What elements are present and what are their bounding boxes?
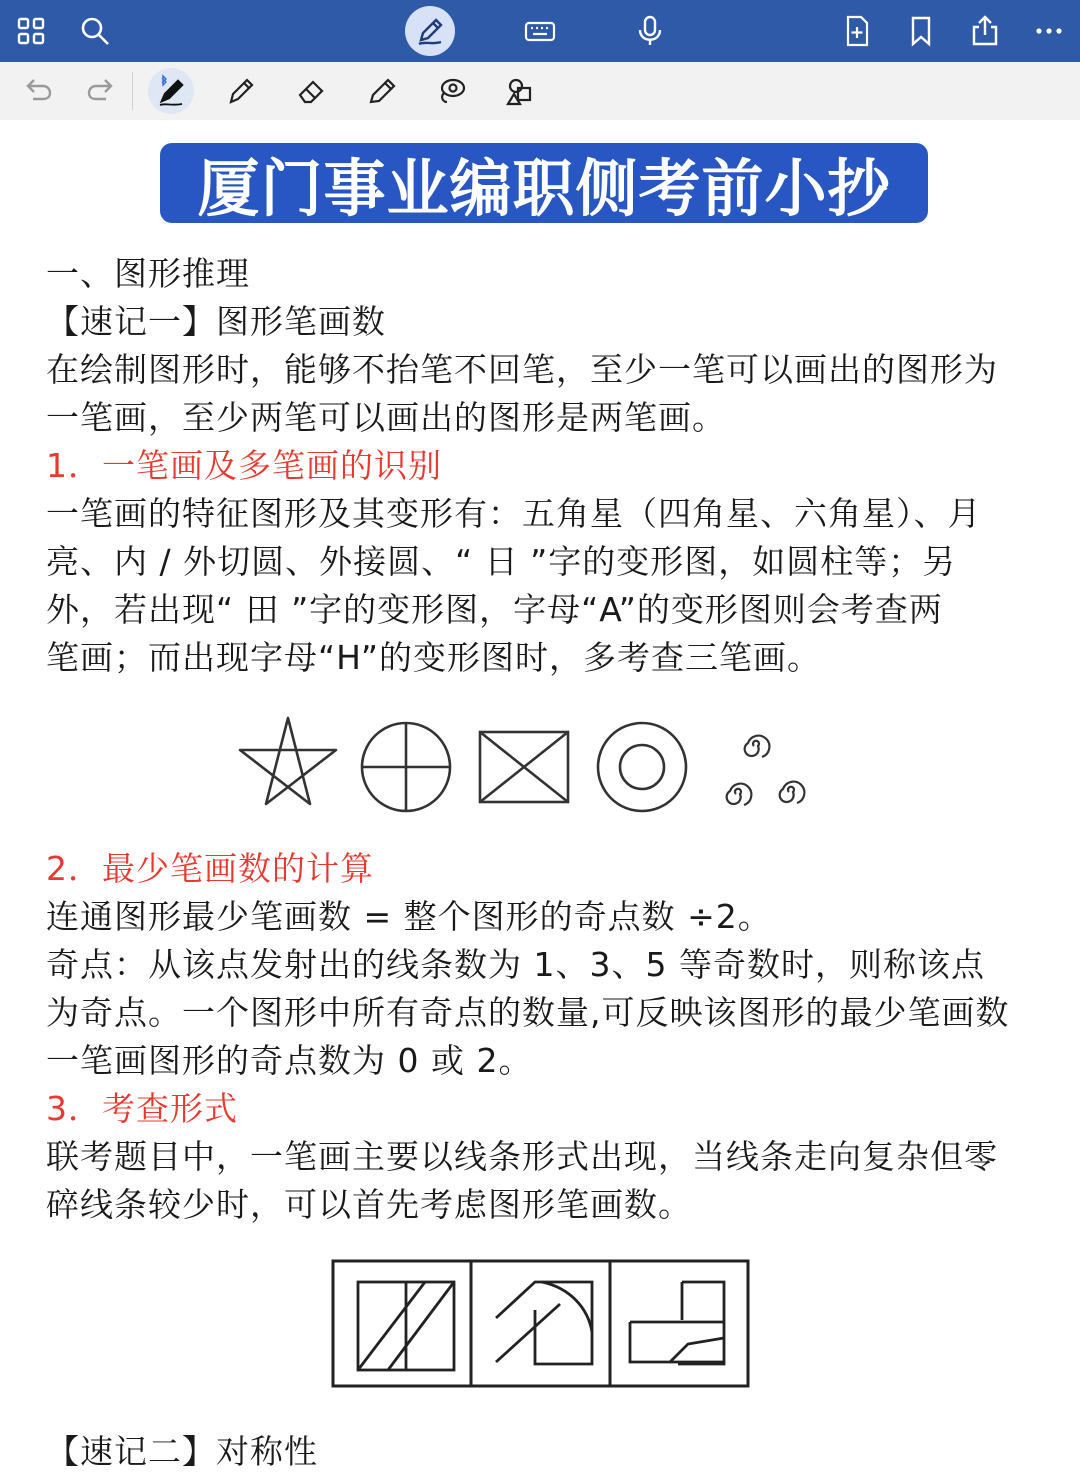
microphone-icon[interactable] (625, 6, 675, 56)
cutoff-heading: 【速记二】对称性 (46, 1432, 318, 1471)
paragraph-line: 连通图形最少笔画数 = 整个图形的奇点数 ÷2。 (46, 897, 772, 936)
add-page-icon[interactable] (832, 6, 882, 56)
document-title: 厦门事业编职侧考前小抄 (197, 151, 891, 225)
eraser-icon[interactable] (288, 68, 334, 114)
paragraph-line: 奇点：从该点发射出的线条数为 1、3、5 等奇数时，则称该点 (46, 945, 985, 984)
concentric-circles-shape (598, 723, 686, 811)
more-icon[interactable] (1024, 6, 1074, 56)
box-x-shape (480, 732, 568, 802)
tool-divider (132, 72, 133, 110)
pencil-icon[interactable] (218, 68, 264, 114)
shapes-icon[interactable] (498, 68, 544, 114)
paragraph-line: 亮、内 / 外切圆、外接圆、“ 日 ”字的变形图，如圆柱等；另 (46, 542, 957, 581)
figure-two (496, 1282, 592, 1364)
pen-mode-icon[interactable] (405, 6, 455, 56)
top-toolbar (0, 0, 1080, 62)
paragraph-line: 联考题目中，一笔画主要以线条形式出现，当线条走向复杂但零 (46, 1137, 998, 1176)
document-title-banner (160, 143, 928, 223)
paragraph-line: 一笔画的特征图形及其变形有：五角星（四角星、六角星）、月 (46, 494, 982, 533)
grid-icon[interactable] (6, 6, 56, 56)
figure-one (358, 1282, 454, 1370)
paragraph-line: 为奇点。一个图形中所有奇点的数量,可反映该图形的最少笔画数 (46, 993, 1010, 1032)
circle-cross-shape (362, 723, 450, 811)
bluetooth-pen-icon[interactable] (148, 68, 194, 114)
spirals-shape (727, 736, 805, 805)
keyboard-icon[interactable] (515, 6, 565, 56)
star-shape (240, 718, 336, 804)
paragraph-line: 在绘制图形时，能够不抬笔不回笔，至少一笔可以画出的图形为 (46, 350, 998, 389)
paragraph-line: 笔画；而出现字母“H”的变形图时，多考查三笔画。 (46, 638, 821, 677)
figure-three (630, 1282, 724, 1364)
paragraph-line: 一笔画，至少两笔可以画出的图形是两笔画。 (46, 398, 726, 437)
subheading: 2．最少笔画数的计算 (46, 849, 374, 888)
search-icon[interactable] (70, 6, 120, 56)
redo-icon[interactable] (78, 68, 124, 114)
paragraph-line: 碎线条较少时，可以首先考虑图形笔画数。 (46, 1185, 692, 1224)
share-icon[interactable] (960, 6, 1010, 56)
undo-icon[interactable] (15, 68, 61, 114)
lasso-icon[interactable] (428, 68, 474, 114)
section-heading: 一、图形推理 (46, 254, 250, 293)
subheading: 1．一笔画及多笔画的识别 (46, 446, 442, 485)
paragraph-line: 一笔画图形的奇点数为 0 或 2。 (46, 1041, 533, 1080)
line-figures-panel (330, 1258, 752, 1390)
bookmark-icon[interactable] (896, 6, 946, 56)
memo-heading: 【速记一】图形笔画数 (46, 302, 386, 341)
drawing-tool-row (0, 62, 1080, 120)
highlighter-icon[interactable] (358, 68, 404, 114)
paragraph-line: 外，若出现“ 田 ”字的变形图，字母“A”的变形图则会考查两 (46, 590, 943, 629)
one-stroke-shapes-figure (236, 712, 816, 816)
subheading: 3．考查形式 (46, 1089, 238, 1128)
